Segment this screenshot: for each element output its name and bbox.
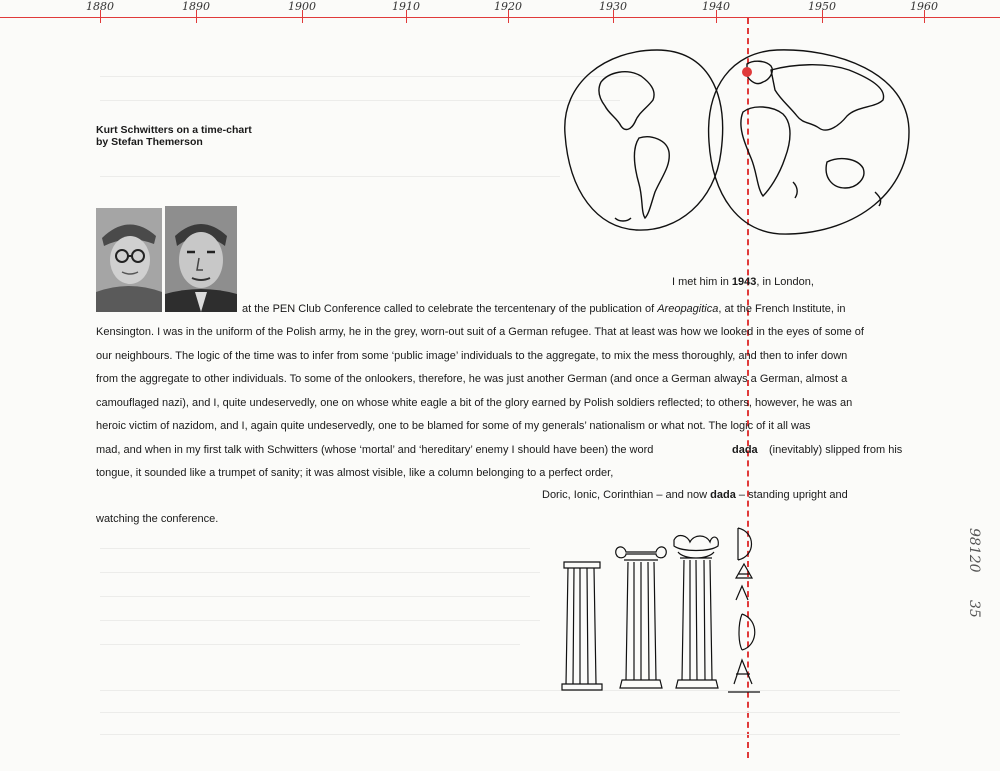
- dada-word: dada: [732, 444, 758, 456]
- show-through-line: [100, 690, 900, 691]
- time-chart-axis: [0, 17, 1000, 18]
- photo-themerson: [96, 208, 162, 312]
- show-through-line: [100, 712, 900, 713]
- london-dot: [742, 67, 752, 77]
- text-line: tongue, it sounded like a trumpet of sanity; it was almost visible, like a column belonging to a perfect order,: [96, 467, 614, 479]
- columns-drawing: [560, 524, 770, 700]
- show-through-line: [100, 548, 530, 549]
- western-hemisphere-outline: [565, 50, 723, 230]
- text-line: mad, and when in my first talk with Schwitters (whose ‘mortal’ and ‘hereditary’ enemy I should have been) the word dada (inevitably) slipped from his: [96, 444, 903, 456]
- year-tick: 1910: [406, 0, 407, 30]
- caption: [96, 124, 252, 148]
- text-line: from the aggregate to other individuals. To some of the onlookers, therefore, he was just another German (and once a German always a German, almost a: [96, 373, 848, 385]
- year-tick: 1920: [508, 0, 509, 30]
- dada-column: [728, 528, 760, 692]
- show-through-line: [100, 572, 540, 573]
- year-tick: 1880: [100, 0, 101, 30]
- text-line: camouflaged nazi), and I, quite undeservedly, one on whose white eagle a bit of the glory earned by Polish soldiers reflected; to others, however, he was an: [96, 397, 853, 409]
- year-tick: 1890: [196, 0, 197, 30]
- corinthian-column: [674, 536, 718, 688]
- text-line: heroic victim of nazidom, and I, again quite undeservedly, one to be blamed for some of my generals’ nationalism or what not. The logic of it all was: [96, 420, 811, 432]
- year-tick: 1930: [613, 0, 614, 30]
- met-line: I met him in 1943, in London,: [672, 276, 814, 288]
- doric-column: [562, 562, 602, 690]
- show-through-line: [100, 620, 540, 621]
- caption-author: by Stefan Themerson: [96, 136, 203, 148]
- photo-schwitters: [165, 206, 237, 312]
- eastern-hemisphere-outline: [709, 50, 909, 234]
- portrait-soldier: [96, 208, 162, 312]
- caption-title: Kurt Schwitters on a time-chart: [96, 124, 252, 136]
- text-line: our neighbours. The logic of the time was to infer from some ‘public image’ individuals to the aggregate, to mix the mess thoroughly, and then to infer down: [96, 350, 848, 362]
- text-line: Doric, Ionic, Corinthian – and now dada – standing upright and: [542, 489, 848, 501]
- text-line: at the PEN Club Conference called to celebrate the tercentenary of the publication of Areopagitica, at the French Institute, in: [242, 303, 846, 315]
- year-tick: 1960: [924, 0, 925, 30]
- year-tick: 1950: [822, 0, 823, 30]
- text-line: Kensington. I was in the uniform of the Polish army, he in the grey, worn-out suit of a German refugee. That at least was how we looked in the eyes of some of: [96, 326, 864, 338]
- margin-note-code: 98120: [966, 528, 982, 573]
- year-tick: 1900: [302, 0, 303, 30]
- show-through-line: [100, 644, 520, 645]
- show-through-line: [100, 734, 900, 735]
- margin-note-number: 35: [966, 600, 982, 618]
- year-tick: 1940: [716, 0, 717, 30]
- show-through-line: [100, 100, 620, 101]
- portrait-schwitters: [165, 206, 237, 312]
- time-chart: [0, 0, 1000, 30]
- world-map-drawing: [557, 42, 917, 238]
- text-line: watching the conference.: [96, 513, 219, 525]
- show-through-line: [100, 596, 530, 597]
- ionic-column: [616, 547, 667, 688]
- show-through-line: [100, 176, 560, 177]
